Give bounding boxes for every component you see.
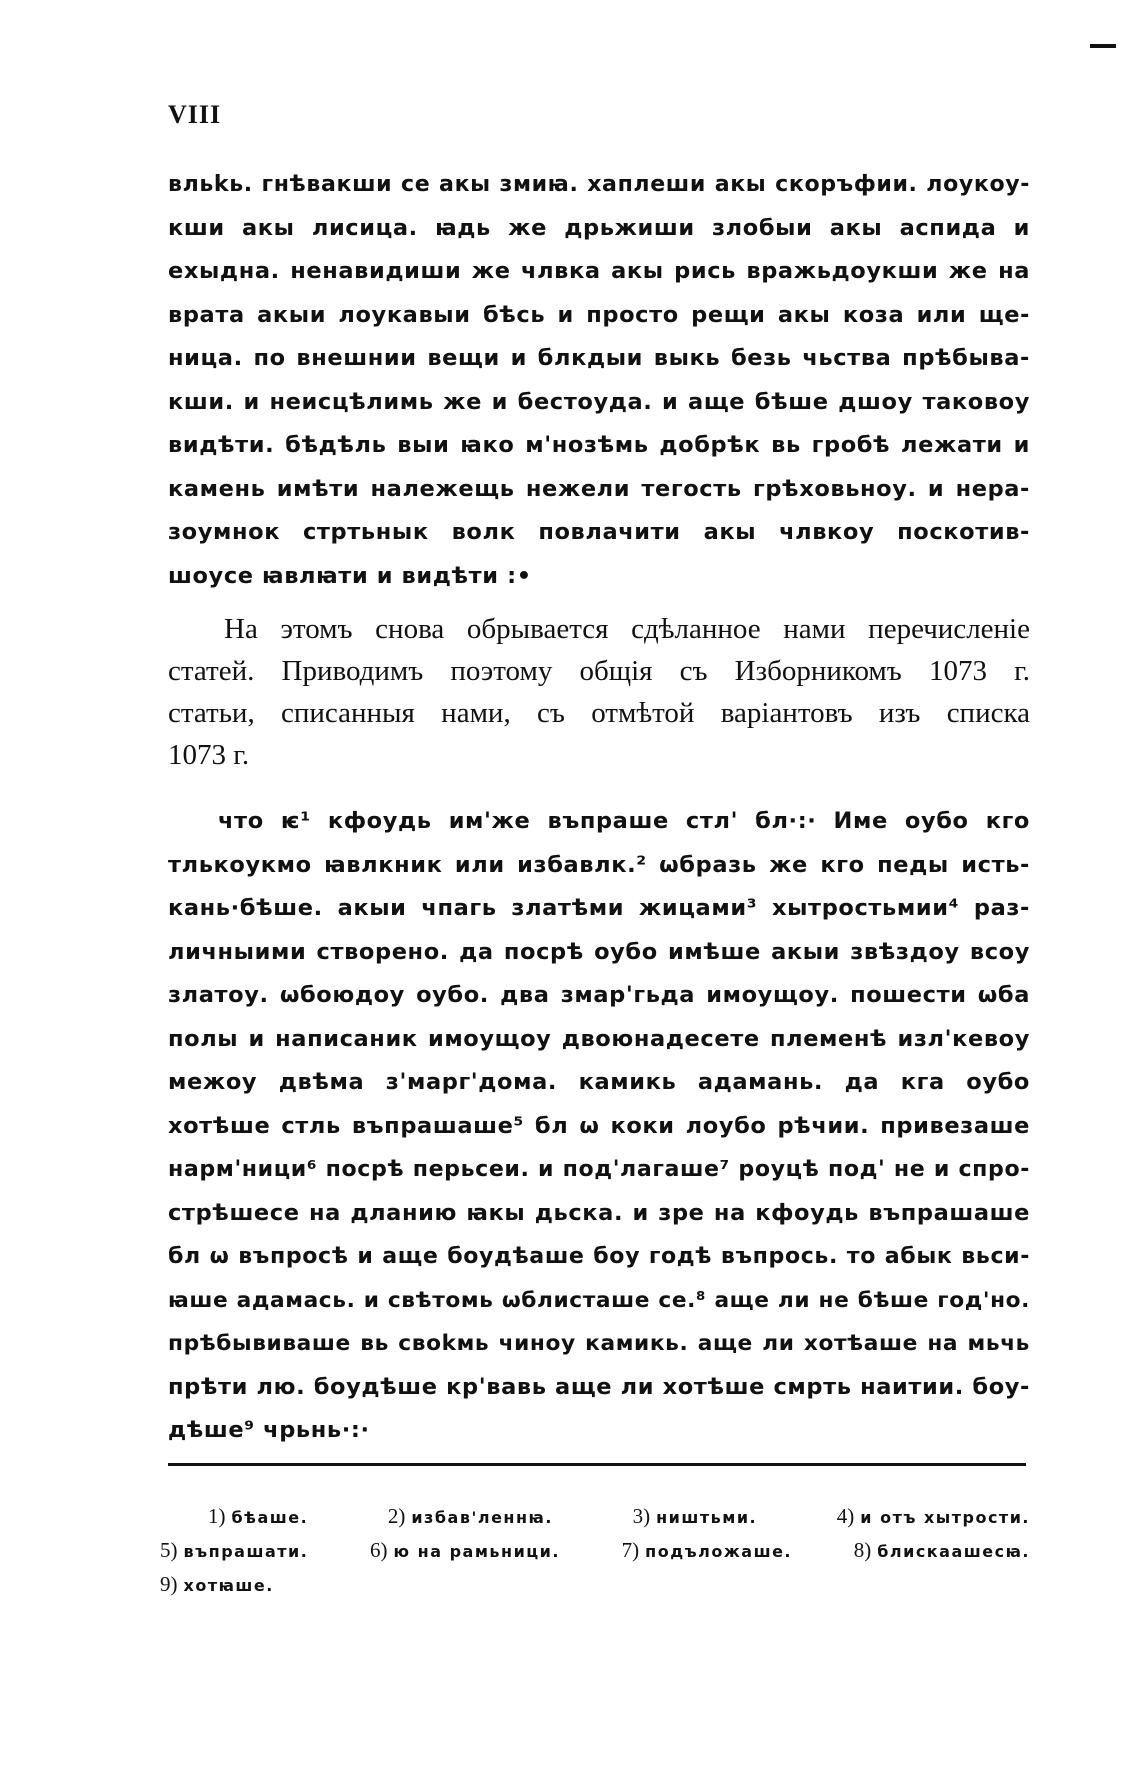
text-line: 1073 г. — [168, 739, 250, 771]
footnote — [837, 1500, 1030, 1534]
text-line: кши. и неисцѣлимь же и бестоуда. и аще бѣше дшоу таковоу — [168, 388, 1030, 415]
footnote-number: 9) — [160, 1572, 178, 1596]
text-line: нарм'ници⁶ посрѣ перьсеи. и под'лагаше⁷ роуцѣ под' не и спро- — [168, 1156, 1030, 1182]
footnote-row — [160, 1534, 1030, 1568]
text-line: врата акыи лоукавыи бѣсь и просто рещи акы коза или ще- — [168, 301, 1030, 328]
text-line: шоусе ꙗвлꙗти и видѣти :• — [168, 562, 532, 589]
text-line: статей. Приводимъ поэтому общія съ Изборникомъ 1073 г. — [168, 655, 1030, 687]
text-line: статьи, списанныя нами, съ отмѣтой варіантовъ изъ списка — [168, 697, 1030, 729]
footnote-number: 7) — [621, 1538, 640, 1562]
footnote-text: и отъ хытрости. — [860, 1508, 1030, 1527]
footnote — [633, 1500, 758, 1534]
footnote-text: въпрашати. — [183, 1542, 309, 1561]
text-line: кши акы лисица. ꙗдь же дрьжиши злобыи акы аспида и — [168, 214, 1030, 241]
footnotes — [160, 1500, 1030, 1602]
text-line: ꙗше адамась. и свѣтомь ѡблисташе се.⁸ аще ли не бѣше год'но. — [168, 1287, 1030, 1313]
text-line: ница. по внешнии вещи и блкдыи выкь безь чьства прѣбыва- — [168, 345, 1030, 371]
text-line: На этомъ снова обрывается сдѣланное нами перечисленіе — [224, 613, 1030, 645]
footnote-row — [160, 1568, 1030, 1602]
footnote-text: бѣаше. — [231, 1508, 309, 1527]
text-line: ехыдна. ненавидиши же члвка акы рись вражьдоукши же на — [168, 258, 1030, 284]
footnote-number: 5) — [160, 1538, 178, 1562]
modern-commentary-paragraph — [168, 608, 1030, 776]
footnote — [208, 1500, 308, 1534]
text-line: полы и написаник имоущоу двоюнадесете племенѣ изл'кевоу — [168, 1025, 1030, 1052]
footnote-text: ништьми. — [656, 1508, 758, 1527]
text-line: стрѣшесе на дланию ꙗкы дьска. и зре на кфоудь въпрашаше — [168, 1199, 1030, 1226]
slavonic-text-block-1 — [168, 163, 1030, 598]
text-line: кань·бѣше. акыи чпагь златѣми жицами³ хытростьмии⁴ раз- — [168, 895, 1030, 921]
footnote-row — [160, 1500, 1030, 1534]
text-line: личныими створено. да посрѣ оубо имѣше акыи звѣздоу всоу — [168, 938, 1030, 965]
text-line: что ѥ¹ кфоудь им'же въпраше стл' бл·:· Име оубо кго — [218, 808, 1030, 834]
text-line: межоу двѣма з'марг'дома. камикь адамань. да кга оубо — [168, 1069, 1030, 1095]
text-line: вльkь. гнѣвакши се акы змиꙗ. хаплеши акы скоръфии. лоукоу- — [168, 171, 1030, 197]
footnote-number: 3) — [632, 1504, 651, 1528]
text-line: прѣти лю. боудѣше кр'вавь аще ли хотѣше смрть наитии. боу- — [168, 1373, 1030, 1400]
footnote-number: 4) — [836, 1504, 855, 1528]
text-line: камень имѣти належещь нежели тегость грѣховьноу. и нера- — [168, 475, 1030, 502]
footnote-divider — [168, 1463, 1026, 1466]
page-number: VIII — [168, 100, 222, 129]
footnote-text: ю на рамьници. — [393, 1542, 560, 1561]
footnote-text: блискаашесꙗ. — [877, 1542, 1030, 1561]
footnote-number: 8) — [853, 1538, 872, 1562]
slavonic-text-block-2 — [168, 800, 1030, 1453]
footnote — [388, 1500, 553, 1534]
footnote — [622, 1534, 792, 1568]
footnote-text: хотꙗше. — [183, 1576, 274, 1595]
footnote — [160, 1568, 274, 1602]
text-line: тлькоукмо ꙗвлкник или избавлк.² ѡбразь же кго педы исть- — [168, 851, 1030, 878]
text-line: хотѣше стль въпрашаше⁵ бл ѡ коки лоубо рѣчии. привезаше — [168, 1112, 1030, 1139]
footnote — [854, 1534, 1030, 1568]
footnote-text: подъложаше. — [645, 1542, 792, 1561]
footnote-text: избав'леннꙗ. — [411, 1508, 553, 1527]
text-line: зоумнок стртьнык волк повлачити акы члвкоу поскотив- — [168, 519, 1030, 545]
text-line: видѣти. бѣдѣль выи ꙗко м'нозѣмь добрѣк вь гробѣ лежати и — [168, 432, 1030, 458]
footnote — [370, 1534, 560, 1568]
footnote-number: 1) — [208, 1504, 226, 1528]
text-line: златоу. ѡбоюдоу оубо. два змар'гьда имоущоу. пошести ѡба — [168, 982, 1030, 1008]
text-line: дѣше⁹ чрьнь·:· — [168, 1417, 370, 1443]
text-line: прѣбывиваше вь своkмь чиноу камикь. аще ли хотѣаше на мьчь — [168, 1331, 1030, 1356]
footnote — [160, 1534, 308, 1568]
corner-mark — [1090, 44, 1116, 48]
footnote-number: 6) — [370, 1538, 388, 1562]
text-line: бл ѡ въпросѣ и аще боудѣаше боу годѣ въпрось. то абык вьси- — [168, 1243, 1030, 1269]
footnote-number: 2) — [387, 1504, 406, 1528]
